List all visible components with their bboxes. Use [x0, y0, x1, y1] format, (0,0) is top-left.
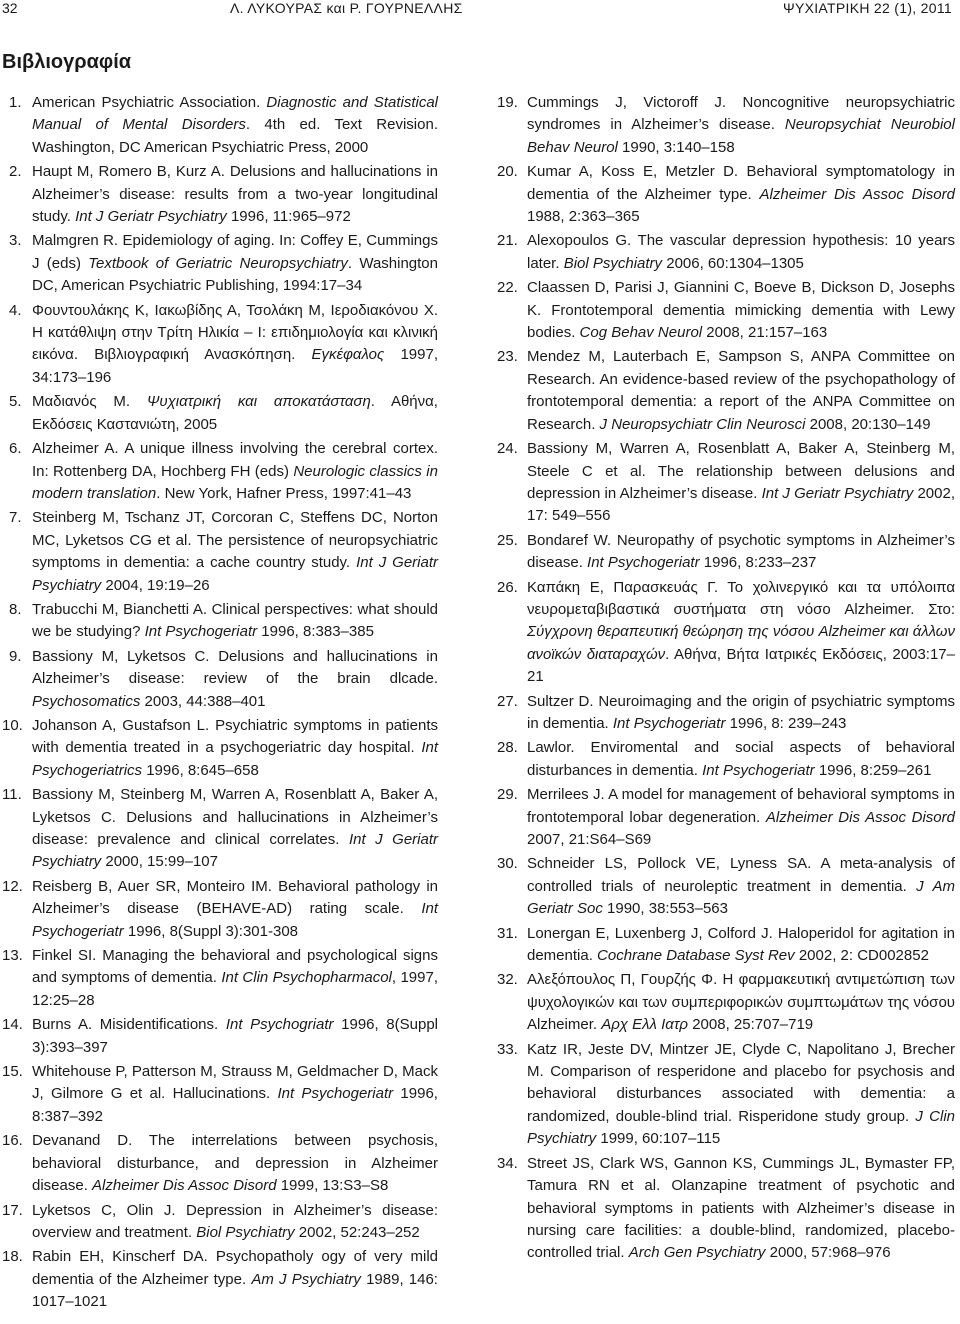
reference-citation: 1996, 8:233–237: [699, 554, 817, 572]
reference-item: [497, 853, 955, 920]
reference-source: Biol Psychiatry: [563, 254, 663, 272]
reference-source: Εγκέφαλος: [311, 346, 385, 364]
reference-source: Arch Gen Psychiatry: [628, 1244, 766, 1262]
reference-number: 29.: [497, 786, 518, 804]
reference-item: [497, 161, 955, 228]
reference-citation: 1996, 8: 239–243: [725, 714, 847, 732]
reference-source: Cog Behav Neurol: [579, 324, 703, 342]
reference-text: Devanand D. The interrelations between psychosis, behavioral disturbance, and depression in Alzheimer disease.: [32, 1132, 438, 1195]
reference-item: [2, 599, 438, 644]
reference-citation: 2006, 60:1304–1305: [662, 254, 804, 272]
reference-number: 21.: [497, 232, 518, 250]
reference-item: [2, 300, 438, 390]
reference-source: Int Psychogeriatr: [702, 761, 815, 779]
running-header-authors: Λ. ΛΥΚΟΥΡΑΣ και Ρ. ΓΟΥΡΝΕΛΛΗΣ: [230, 0, 463, 16]
reference-text: Sultzer D. Neuroimaging and the origin of psychiatric symptoms in dementia.: [527, 692, 955, 732]
reference-number: 27.: [497, 692, 518, 710]
reference-number: 18.: [2, 1248, 23, 1266]
reference-number: 33.: [497, 1040, 518, 1058]
reference-text: Haupt M, Romero B, Kurz A. Delusions and hallucinations in Alzheimer’s disease: results from a two-year longitudinal study.: [32, 163, 438, 226]
reference-text: Αλεξόπουλος Π, Γουρζής Φ. Η φαρμακευτική αντιμετώπιση των ψυχολογικών και των συμπεριφορικών συμπτωμάτων της νόσου Alzheimer.: [527, 971, 955, 1034]
reference-number: 7.: [9, 509, 22, 527]
reference-number: 17.: [2, 1201, 23, 1219]
reference-citation: 2008, 20:130–149: [805, 415, 931, 433]
reference-item: [497, 92, 955, 159]
reference-source: Σύγχρονη θεραπευτική θεώρηση της νόσου Alzheimer και άλλων ανοϊκών διαταραχών: [527, 623, 955, 663]
reference-number: 12.: [2, 877, 23, 895]
reference-number: 24.: [497, 440, 518, 458]
reference-citation: 1996, 8:383–385: [257, 623, 374, 641]
reference-number: 1.: [9, 94, 22, 111]
reference-text: Kumar A, Koss E, Metzler D. Behavioral symptomatology in dementia of the Alzheimer type.: [527, 163, 955, 203]
reference-item: [497, 230, 955, 275]
reference-number: 9.: [9, 647, 22, 665]
reference-citation: 1996, 11:965–972: [226, 208, 351, 226]
reference-item: [497, 577, 955, 689]
reference-citation: 1996, 8:387–392: [32, 1085, 438, 1125]
reference-item: [2, 507, 438, 597]
reference-item: [2, 646, 438, 713]
reference-number: 10.: [2, 716, 23, 734]
reference-number: 30.: [497, 855, 518, 873]
reference-number: 16.: [2, 1132, 23, 1150]
reference-item: [497, 969, 955, 1036]
reference-text: Mendez M, Lauterbach E, Sampson S, ANPA Committee on Research. An evidence-based review of the psychopathology of frontotemporal dementia: a report of the ANPA Committee on Research.: [527, 348, 955, 433]
reference-citation: 2008, 25:707–719: [688, 1016, 814, 1034]
reference-item: [2, 945, 438, 1012]
reference-source: Neurologic classics in modern translation: [32, 462, 438, 502]
reference-source: Int J Geriatr Psychiatry: [32, 554, 438, 594]
reference-number: 3.: [9, 232, 22, 250]
reference-text: Lawlor. Enviromental and social aspects of behavioral disturbances in dementia.: [527, 739, 955, 779]
reference-citation: 2000, 15:99–107: [101, 853, 218, 871]
reference-text: Bondaref W. Neuropathy of psychotic symptoms in Alzheimer’s disease.: [527, 531, 955, 572]
reference-source: J Am Geriatr Soc: [527, 877, 955, 918]
reference-source: Biol Psychiatry: [196, 1223, 295, 1241]
reference-text: Merrilees J. A model for management of behavioral symptoms in frontotemporal lobar degeneration.: [527, 786, 955, 826]
reference-citation: . Αθήνα, Βήτα Ιατρικές Εκδόσεις, 2003:17–21: [527, 645, 955, 686]
reference-source: Int Psychogeriatr: [587, 554, 700, 572]
reference-citation: . Αθήνα, Εκδόσεις Καστανιώτη, 2005: [32, 393, 438, 433]
reference-text: Malmgren R. Epidemiology of aging. In: Coffey E, Cummings J (eds): [32, 232, 438, 272]
reference-text: Bassiony M, Lyketsos C. Delusions and hallucinations in Alzheimer’s disease: review of the brain dlcade.: [32, 647, 438, 688]
reference-number: 32.: [497, 971, 518, 989]
reference-item: [2, 1130, 438, 1197]
reference-source: Textbook of Geriatric Neuropsychiatry: [88, 254, 348, 272]
reference-item: [497, 530, 955, 575]
reference-citation: 1996, 8:645–658: [142, 761, 259, 779]
reference-citation: 1996, 8:259–261: [814, 761, 932, 779]
reference-text: Whitehouse P, Patterson M, Strauss M, Geldmacher D, Mack J, Gilmore G et al. Hallucinations.: [32, 1063, 438, 1103]
reference-text: Katz IR, Jeste DV, Mintzer JE, Clyde C, Napolitano J, Brecher M. Comparison of resperidone and placebo for psychosis and behavioral disturbances associated with dementia: a randomized, double-blind trial. Risperidone study group.: [527, 1040, 955, 1125]
reference-source: Alzheimer Dis Assoc Disord: [92, 1177, 277, 1195]
reference-item: [497, 346, 955, 436]
reference-text: Burns A. Misidentifications.: [32, 1016, 226, 1034]
reference-item: [2, 230, 438, 297]
reference-source: J Clin Psychiatry: [527, 1107, 955, 1148]
reference-citation: 1999, 13:S3–S8: [276, 1177, 389, 1195]
reference-citation: 2002, 2: CD002852: [794, 947, 929, 965]
reference-text: Lonergan E, Luxenberg J, Colford J. Haloperidol for agitation in dementia.: [527, 924, 955, 965]
reference-item: [497, 438, 955, 528]
reference-number: 22.: [497, 279, 518, 297]
reference-citation: . 4th ed. Text Revision. Washington, DC American Psychiatric Press, 2000: [32, 116, 438, 156]
reference-number: 34.: [497, 1154, 518, 1172]
reference-citation: 2008, 21:157–163: [702, 324, 828, 342]
reference-item: [2, 1061, 438, 1128]
reference-source: Int Psychogeriatrics: [32, 739, 438, 779]
section-title: Βιβλιογραφία: [2, 51, 132, 73]
reference-number: 11.: [2, 786, 22, 804]
reference-list-right: [497, 92, 955, 1265]
reference-text: American Psychiatric Association.: [32, 94, 267, 111]
reference-text: Trabucchi M, Bianchetti A. Clinical perspectives: what should we be studying?: [32, 600, 438, 641]
reference-source: Am J Psychiatry: [251, 1270, 361, 1288]
reference-source: Int Psychogeriatr: [612, 714, 726, 732]
reference-source: Int Psychogeriatr: [144, 623, 258, 641]
reference-citation: 2000, 57:968–976: [765, 1244, 891, 1262]
reference-text: Reisberg B, Auer SR, Monteiro IM. Behavioral pathology in Alzheimer’s disease (BEHAVE-AD) rating scale.: [32, 877, 438, 918]
references-column-left: [2, 92, 438, 1316]
reference-number: 2.: [9, 163, 22, 181]
reference-item: [497, 277, 955, 344]
reference-source: Psychosomatics: [32, 692, 141, 710]
reference-text: Claassen D, Parisi J, Giannini C, Boeve B, Dickson D, Josephs K. Frontotemporal dementia mimicking dementia with Lewy bodies.: [527, 279, 955, 342]
reference-source: Ψυχιατρική και αποκατάσταση: [146, 393, 371, 411]
reference-source: Neuropsychiat Neurobiol Behav Neurol: [527, 116, 955, 156]
reference-item: [497, 737, 955, 782]
reference-citation: . Washington DC, American Psychiatric Publishing, 1994:17–34: [32, 254, 438, 295]
reference-item: [2, 784, 438, 874]
reference-number: 28.: [497, 739, 518, 757]
reference-source: Int J Geriatr Psychiatry: [75, 208, 227, 226]
reference-text: Μαδιανός Μ.: [32, 393, 147, 411]
reference-text: Schneider LS, Pollock VE, Lyness SA. A meta-analysis of controlled trials of neuroleptic treatment in dementia.: [527, 855, 955, 895]
reference-citation: 1988, 2:363–365: [527, 208, 640, 226]
reference-citation: 1989, 146: 1017–1021: [32, 1270, 438, 1311]
reference-item: [497, 1153, 955, 1265]
reference-source: Diagnostic and Statistical Manual of Mental Disorders: [32, 94, 439, 134]
page-number: 32: [2, 0, 18, 16]
running-header: [0, 0, 960, 17]
reference-item: [497, 923, 955, 968]
reference-citation: 2004, 19:19–26: [101, 576, 210, 594]
reference-number: 13.: [2, 947, 23, 965]
reference-citation: 1999, 60:107–115: [596, 1130, 721, 1148]
reference-item: [2, 876, 438, 943]
reference-source: Cochrane Database Syst Rev: [597, 947, 795, 965]
reference-number: 23.: [497, 348, 518, 366]
reference-citation: 1996, 8(Suppl 3):393–397: [32, 1016, 439, 1056]
reference-text: Καπάκη Ε, Παρασκευάς Γ. Το χολινεργικό και τα υπόλοιπα νευρομεταβιβαστικά συστήματα στη νόσο Alzheimer. Στο:: [527, 578, 955, 618]
reference-source: Alzheimer Dis Assoc Disord: [759, 185, 955, 203]
reference-item: [2, 391, 438, 436]
reference-item: [2, 92, 438, 159]
reference-source: Int Psychogeriatr: [32, 900, 438, 940]
reference-citation: 2002, 52:243–252: [294, 1223, 420, 1241]
reference-source: Int J Geriatr Psychiatry: [32, 831, 439, 871]
reference-number: 15.: [2, 1063, 23, 1081]
reference-source: Alzheimer Dis Assoc Disord: [765, 808, 955, 826]
reference-item: [2, 161, 438, 228]
reference-text: Alzheimer A. A unique illness involving the cerebral cortex. In: Rottenberg DA, Hochberg FH (eds): [32, 440, 438, 480]
reference-citation: 1990, 38:553–563: [602, 900, 728, 918]
reference-text: Finkel SI. Managing the behavioral and psychological signs and symptoms of dementia.: [32, 947, 438, 987]
reference-source: Αρχ Ελλ Ιατρ: [601, 1016, 689, 1034]
reference-text: Steinberg M, Tschanz JT, Corcoran C, Steffens DC, Norton MC, Lyketsos CG et al. The persistence of neuropsychiatric symptoms in dementia: a cache country study.: [32, 509, 438, 572]
reference-number: 5.: [9, 393, 22, 411]
reference-source: Int Psychogeriatr: [277, 1085, 394, 1103]
reference-list-left: [2, 92, 438, 1314]
reference-source: Int J Geriatr Psychiatry: [761, 484, 914, 502]
reference-text: Alexopoulos G. The vascular depression hypothesis: 10 years later.: [527, 232, 955, 272]
reference-source: Int Clin Psychopharmacol: [221, 969, 392, 987]
reference-item: [497, 691, 955, 736]
reference-item: [497, 784, 955, 851]
reference-number: 14.: [2, 1016, 23, 1034]
reference-number: 6.: [9, 440, 22, 458]
reference-citation: , 1997, 12:25–28: [32, 969, 438, 1009]
reference-item: [497, 1039, 955, 1151]
reference-number: 31.: [497, 924, 518, 942]
reference-number: 20.: [497, 163, 518, 181]
reference-source: Int Psychogriatr: [225, 1016, 334, 1034]
reference-number: 4.: [9, 301, 22, 319]
reference-number: 19.: [497, 94, 518, 111]
reference-citation: 1996, 8(Suppl 3):301-308: [123, 922, 299, 940]
reference-text: Bassiony M, Warren A, Rosenblatt A, Baker A, Steinberg M, Steele C et al. The relationship between delusions and depression in Alzheimer’s disease.: [527, 440, 955, 502]
reference-citation: . New York, Hafner Press, 1997:41–43: [156, 484, 412, 502]
reference-number: 26.: [497, 578, 518, 596]
reference-text: Bassiony M, Steinberg M, Warren A, Rosenblatt A, Baker A, Lyketsos C. Delusions and hallucinations in Alzheimer’s disease: prevalence and clinical correlates.: [32, 786, 438, 848]
references-column-right: [497, 92, 955, 1267]
reference-citation: 1997, 34:173–196: [32, 346, 438, 386]
reference-citation: 2003, 44:388–401: [140, 692, 266, 710]
reference-item: [2, 1014, 438, 1059]
reference-item: [2, 1246, 438, 1313]
reference-text: Johanson A, Gustafson L. Psychiatric symptoms in patients with dementia treated in a psychogeriatric day hospital.: [32, 716, 438, 757]
reference-citation: 2007, 21:S64–S69: [527, 831, 652, 848]
reference-source: J Neuropsychiatr Clin Neurosci: [599, 415, 806, 433]
reference-text: Lyketsos C, Olin J. Depression in Alzheimer’s disease: overview and treatment.: [32, 1201, 438, 1241]
reference-item: [2, 715, 438, 782]
reference-item: [2, 1200, 438, 1245]
reference-item: [2, 438, 438, 505]
reference-text: Φουντουλάκης Κ, Ιακωβίδης Α, Τσολάκη Μ, Ιεροδιακόνου Χ. Η κατάθλιψη στην Τρίτη Ηλικία – Ι: επιδημιολογία και κλινική εικόνα. Βιβλιογραφική Ανασκόπηση.: [32, 301, 438, 364]
reference-text: Rabin EH, Kinscherf DA. Psychopatholy ogy of very mild dementia of the Alzheimer type.: [32, 1248, 438, 1288]
running-header-journal: ΨΥΧΙΑΤΡΙΚΗ 22 (1), 2011: [782, 0, 952, 16]
reference-number: 25.: [497, 531, 518, 549]
reference-text: Street JS, Clark WS, Gannon KS, Cummings JL, Bymaster FP, Tamura RN et al. Olanzapine treatment of psychotic and behavioral symptoms in patients with Alzheimer’s disease in nursing care facilities: a double-blind, randomized, placebo-controlled trial.: [527, 1154, 955, 1262]
reference-text: Cummings J, Victoroff J. Noncognitive neuropsychiatric syndromes in Alzheimer’s disease.: [527, 94, 955, 134]
reference-citation: 1990, 3:140–158: [617, 138, 735, 156]
reference-citation: 2002, 17: 549–556: [527, 484, 956, 525]
reference-number: 8.: [9, 600, 22, 618]
